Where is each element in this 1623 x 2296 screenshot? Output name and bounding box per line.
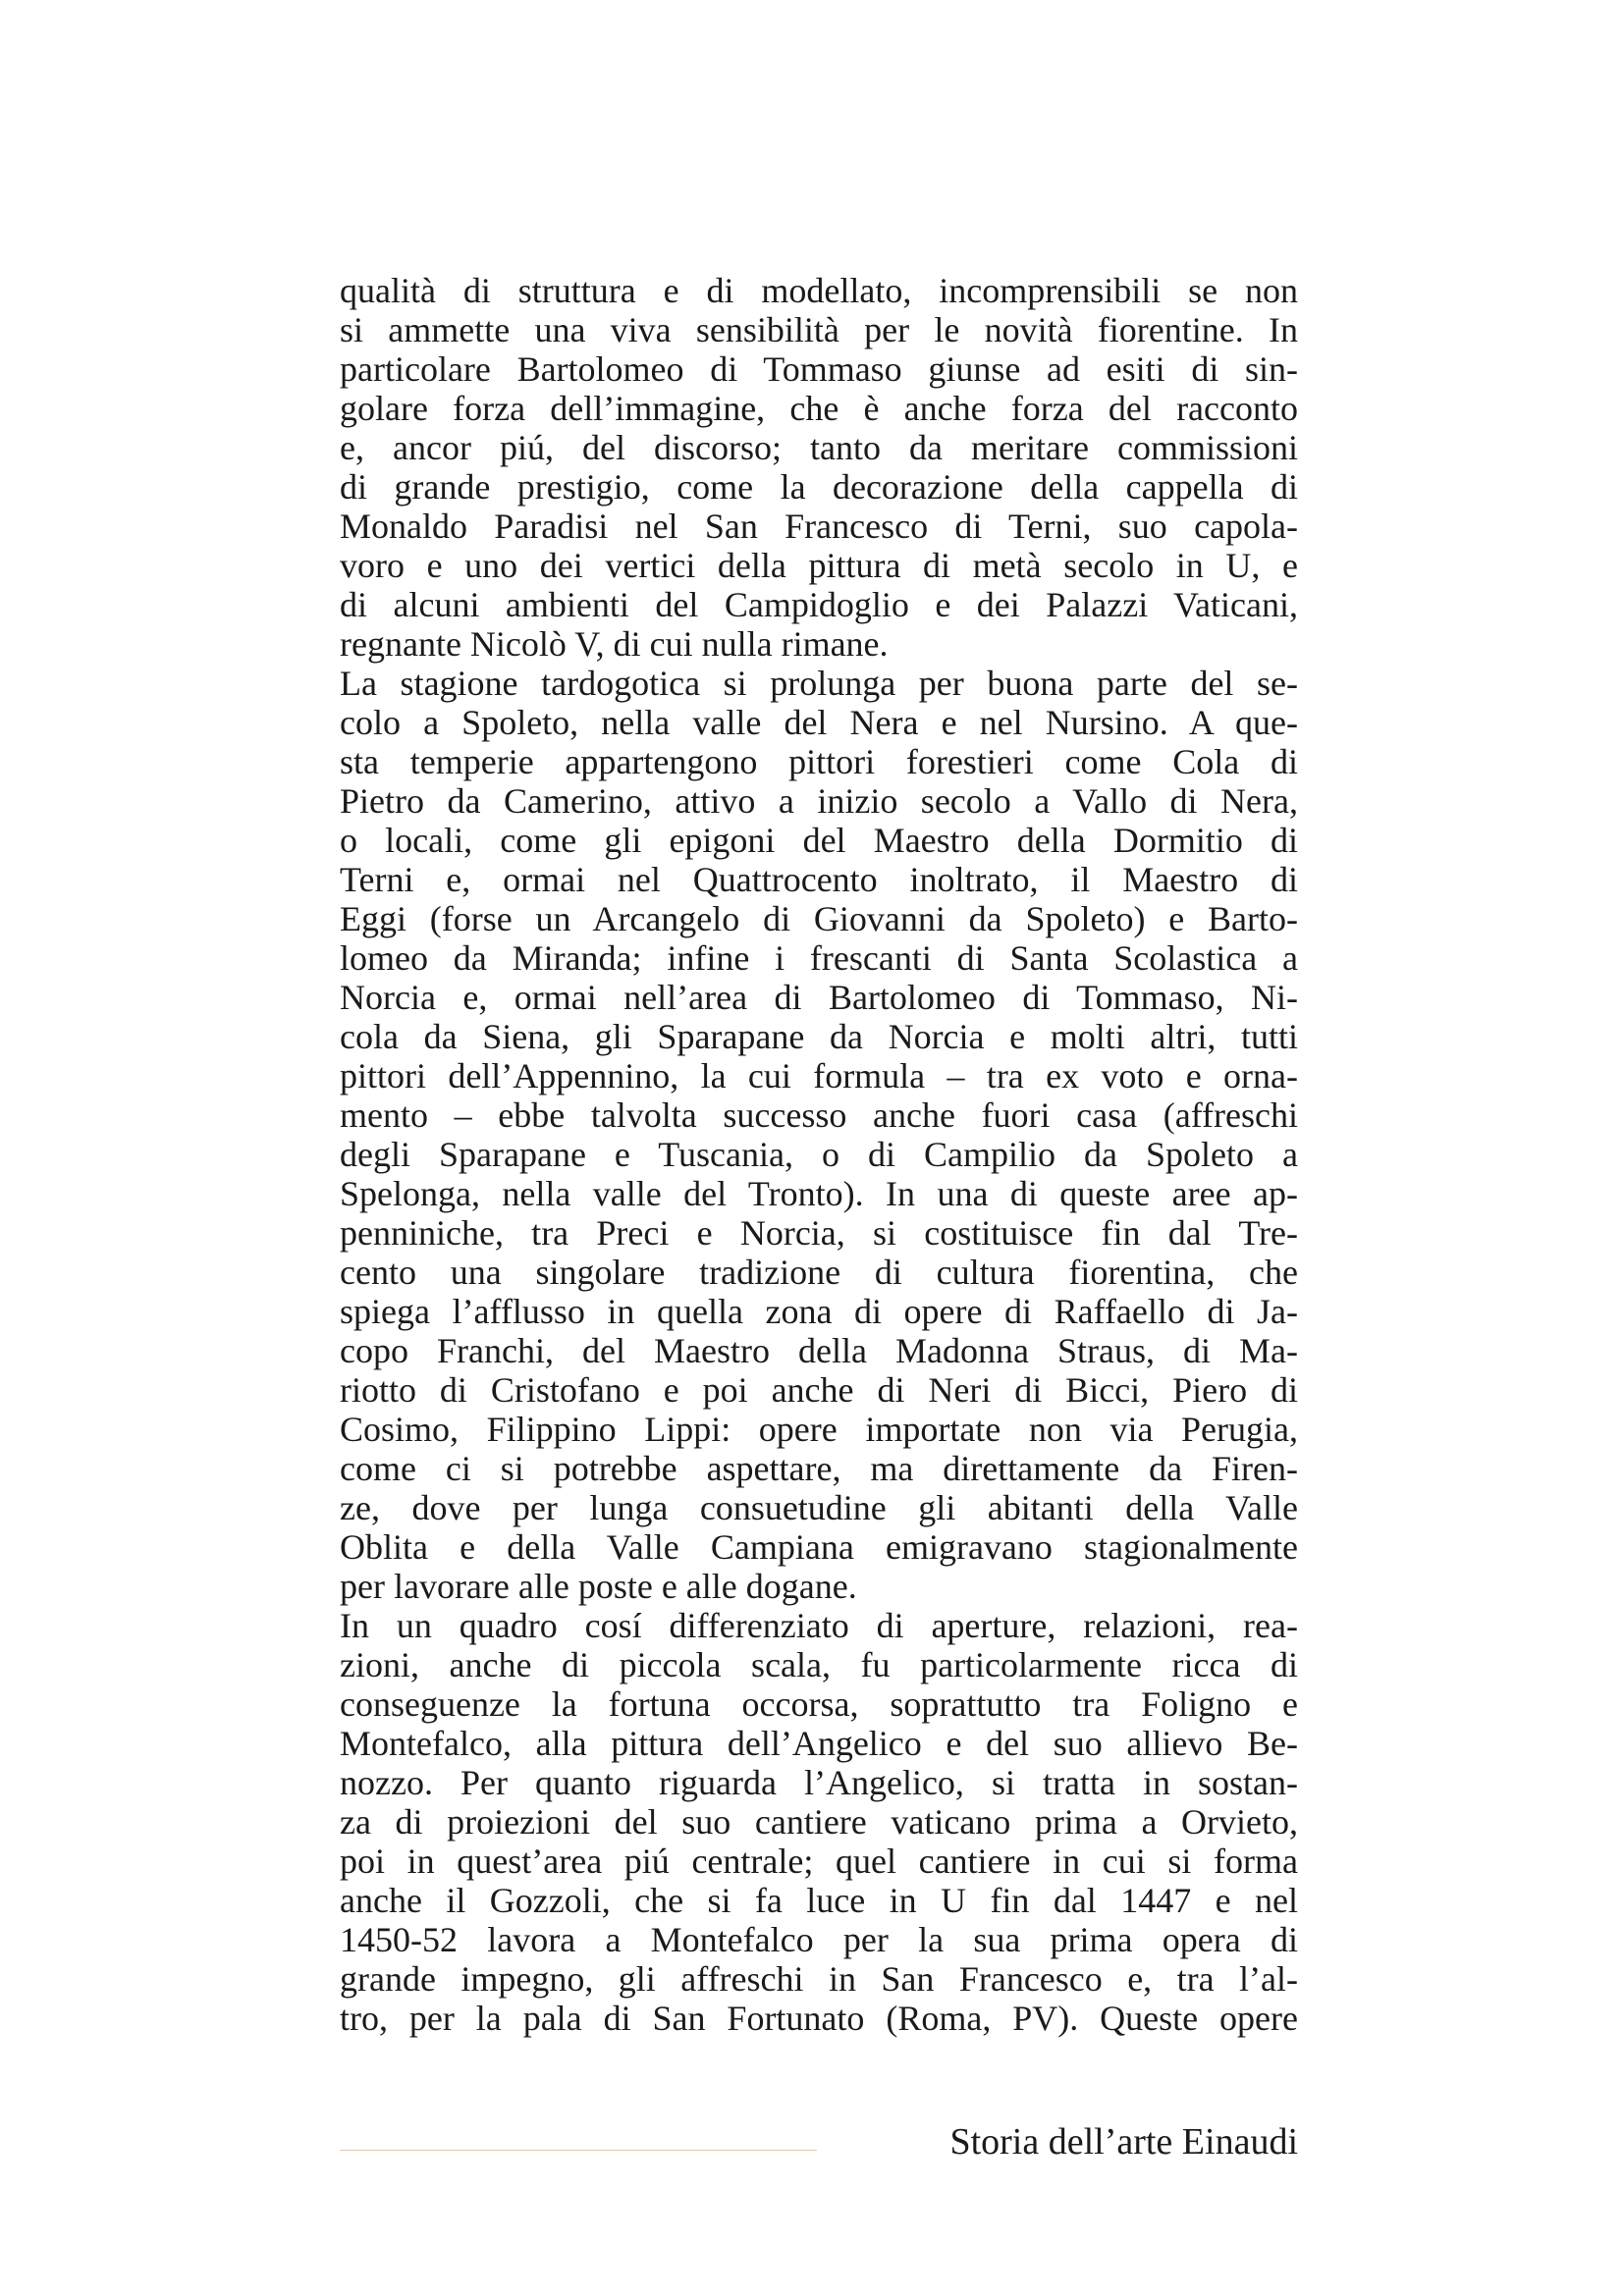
- text-line: voro e uno dei vertici della pittura di metà secolo in U, e: [340, 546, 1298, 585]
- text-line: per lavorare alle poste e alle dogane.: [340, 1567, 857, 1606]
- text-line: copo Franchi, del Maestro della Madonna Straus, di Ma-: [340, 1331, 1298, 1370]
- body-text: [340, 271, 1298, 2038]
- text-line: mento – ebbe talvolta successo anche fuori casa (affreschi: [340, 1095, 1298, 1135]
- text-line: regnante Nicolò V, di cui nulla rimane.: [340, 624, 889, 664]
- text-line: e, ancor piú, del discorso; tanto da meritare commissioni: [340, 428, 1298, 467]
- text-line: sta temperie appartengono pittori forestieri come Cola di: [340, 742, 1298, 781]
- text-line: penniniche, tra Preci e Norcia, si costituisce fin dal Tre-: [340, 1213, 1298, 1253]
- text-line: anche il Gozzoli, che si fa luce in U fin dal 1447 e nel: [340, 1881, 1298, 1920]
- text-line: Eggi (forse un Arcangelo di Giovanni da Spoleto) e Barto-: [340, 899, 1298, 938]
- text-line: particolare Bartolomeo di Tommaso giunse ad esiti di sin-: [340, 349, 1298, 389]
- text-line: Terni e, ormai nel Quattrocento inoltrato, il Maestro di: [340, 860, 1298, 899]
- footer-title: Storia dell’arte Einaudi: [949, 2121, 1298, 2163]
- text-line: come ci si potrebbe aspettare, ma direttamente da Firen-: [340, 1449, 1298, 1488]
- text-line: riotto di Cristofano e poi anche di Neri di Bicci, Piero di: [340, 1370, 1298, 1410]
- text-line: zioni, anche di piccola scala, fu particolarmente ricca di: [340, 1645, 1298, 1684]
- text-line: degli Sparapane e Tuscania, o di Campilio da Spoleto a: [340, 1135, 1298, 1174]
- text-line: grande impegno, gli affreschi in San Francesco e, tra l’al-: [340, 1959, 1298, 1999]
- text-line: spiega l’afflusso in quella zona di opere di Raffaello di Ja-: [340, 1292, 1298, 1331]
- text-line: si ammette una viva sensibilità per le novità fiorentine. In: [340, 310, 1298, 349]
- text-line: cola da Siena, gli Sparapane da Norcia e molti altri, tutti: [340, 1017, 1298, 1056]
- text-line: nozzo. Per quanto riguarda l’Angelico, si tratta in sostan-: [340, 1763, 1298, 1802]
- text-line: Norcia e, ormai nell’area di Bartolomeo di Tommaso, Ni-: [340, 978, 1298, 1017]
- text-line: Oblita e della Valle Campiana emigravano stagionalmente: [340, 1527, 1298, 1567]
- text-line: golare forza dell’immagine, che è anche forza del racconto: [340, 389, 1298, 428]
- text-line: Spelonga, nella valle del Tronto). In una di queste aree ap-: [340, 1174, 1298, 1213]
- text-line: La stagione tardogotica si prolunga per buona parte del se-: [340, 664, 1298, 703]
- text-line: qualità di struttura e di modellato, incomprensibili se non: [340, 271, 1298, 310]
- text-line: Monaldo Paradisi nel San Francesco di Terni, suo capola-: [340, 507, 1298, 546]
- text-line: lomeo da Miranda; infine i frescanti di Santa Scolastica a: [340, 938, 1298, 978]
- text-line: colo a Spoleto, nella valle del Nera e nel Nursino. A que-: [340, 703, 1298, 742]
- text-line: Cosimo, Filippino Lippi: opere importate non via Perugia,: [340, 1410, 1298, 1449]
- text-line: pittori dell’Appennino, la cui formula – tra ex voto e orna-: [340, 1056, 1298, 1095]
- text-line: cento una singolare tradizione di cultura fiorentina, che: [340, 1253, 1298, 1292]
- footer-rule: [340, 2150, 817, 2151]
- text-line: Pietro da Camerino, attivo a inizio secolo a Vallo di Nera,: [340, 781, 1298, 821]
- text-line: Montefalco, alla pittura dell’Angelico e del suo allievo Be-: [340, 1724, 1298, 1763]
- text-line: In un quadro cosí differenziato di aperture, relazioni, rea-: [340, 1606, 1298, 1645]
- text-line: di grande prestigio, come la decorazione della cappella di: [340, 467, 1298, 507]
- text-line: o locali, come gli epigoni del Maestro della Dormitio di: [340, 821, 1298, 860]
- text-line: di alcuni ambienti del Campidoglio e dei Palazzi Vaticani,: [340, 585, 1298, 624]
- text-line: ze, dove per lunga consuetudine gli abitanti della Valle: [340, 1488, 1298, 1527]
- text-line: poi in quest’area piú centrale; quel cantiere in cui si forma: [340, 1842, 1298, 1881]
- text-line: za di proiezioni del suo cantiere vaticano prima a Orvieto,: [340, 1802, 1298, 1842]
- text-line: tro, per la pala di San Fortunato (Roma, PV). Queste opere: [340, 1999, 1298, 2038]
- text-line: conseguenze la fortuna occorsa, soprattutto tra Foligno e: [340, 1684, 1298, 1724]
- text-line: 1450-52 lavora a Montefalco per la sua prima opera di: [340, 1920, 1298, 1959]
